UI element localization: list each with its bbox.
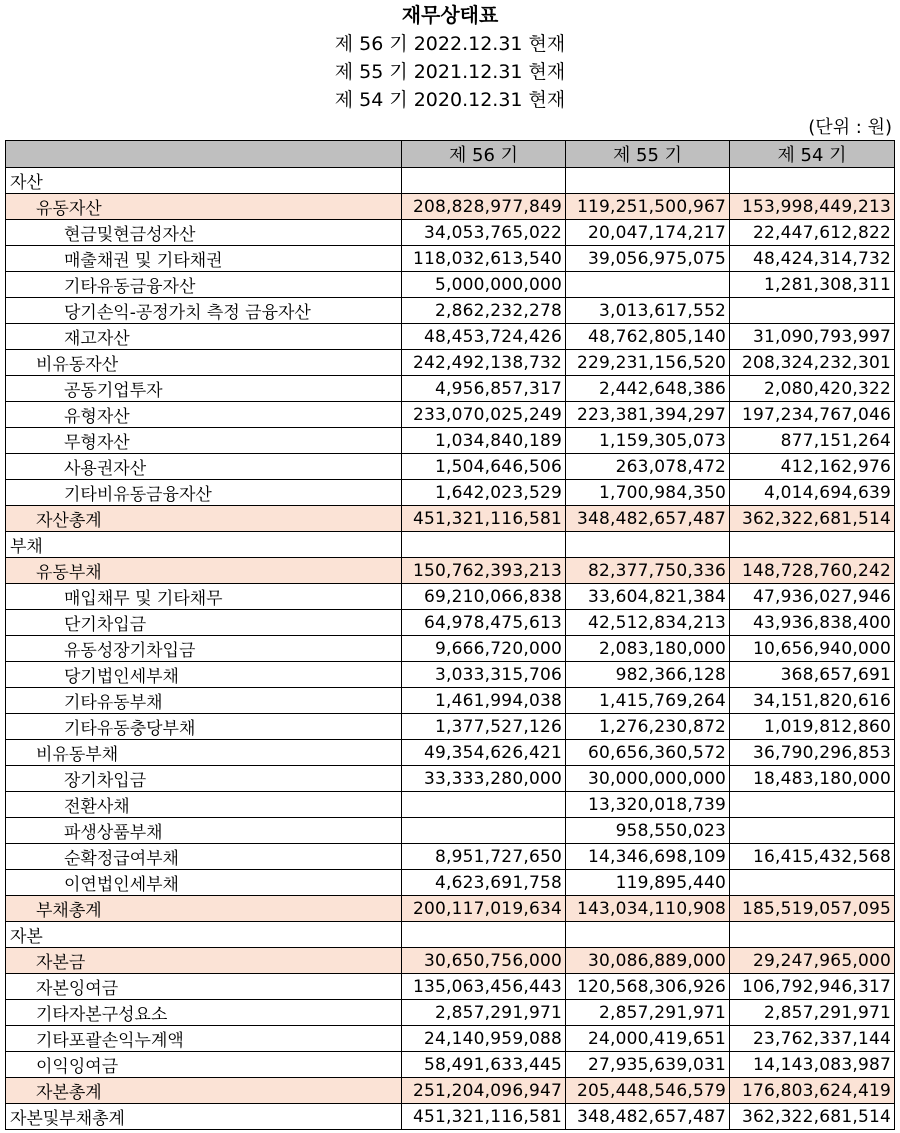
table-row [6,662,895,688]
table-row [6,610,895,636]
amount-period-54: 176,803,624,419 [730,1078,895,1104]
account-label: 기타자본구성요소 [6,1000,402,1026]
account-label: 자산 [6,168,402,194]
amount-period-55: 30,000,000,000 [566,766,730,792]
amount-period-56 [402,922,566,948]
amount-period-55: 1,159,305,073 [566,428,730,454]
table-row [6,1052,895,1078]
table-row [6,766,895,792]
amount-period-55 [566,922,730,948]
amount-period-54: 106,792,946,317 [730,974,895,1000]
table-row [6,246,895,272]
amount-period-54: 4,014,694,639 [730,480,895,506]
account-label: 자본잉여금 [6,974,402,1000]
table-row [6,896,895,922]
table-row [6,506,895,532]
amount-period-54 [730,168,895,194]
table-row [6,350,895,376]
table-row [6,558,895,584]
table-row [6,688,895,714]
amount-period-56: 233,070,025,249 [402,402,566,428]
account-label: 기타유동충당부채 [6,714,402,740]
amount-period-56: 1,642,023,529 [402,480,566,506]
table-row [6,376,895,402]
account-label: 재고자산 [6,324,402,350]
amount-period-54: 23,762,337,144 [730,1026,895,1052]
amount-period-56 [402,168,566,194]
amount-period-56 [402,532,566,558]
table-row [6,454,895,480]
amount-period-55: 143,034,110,908 [566,896,730,922]
report-header [0,0,900,114]
amount-period-56: 2,862,232,278 [402,298,566,324]
account-label: 현금및현금성자산 [6,220,402,246]
amount-period-54: 208,324,232,301 [730,350,895,376]
amount-period-56: 135,063,456,443 [402,974,566,1000]
amount-period-55: 3,013,617,552 [566,298,730,324]
amount-period-54: 412,162,976 [730,454,895,480]
table-row [6,402,895,428]
amount-period-54: 36,790,296,853 [730,740,895,766]
amount-period-54: 16,415,432,568 [730,844,895,870]
amount-period-55: 2,442,648,386 [566,376,730,402]
table-row [6,220,895,246]
amount-period-54: 185,519,057,095 [730,896,895,922]
amount-period-55: 348,482,657,487 [566,1104,730,1130]
report-title: 재무상태표 [401,3,499,27]
amount-period-55: 982,366,128 [566,662,730,688]
amount-period-55: 33,604,821,384 [566,584,730,610]
amount-period-56: 58,491,633,445 [402,1052,566,1078]
table-row [6,740,895,766]
table-row [6,584,895,610]
table-row [6,636,895,662]
table-row [6,818,895,844]
account-label: 자본금 [6,948,402,974]
amount-period-54: 14,143,083,987 [730,1052,895,1078]
account-label: 매입채무 및 기타채무 [6,584,402,610]
account-label: 유동부채 [6,558,402,584]
amount-period-55: 229,231,156,520 [566,350,730,376]
table-row [6,870,895,896]
amount-period-55: 205,448,546,579 [566,1078,730,1104]
account-label: 이연법인세부채 [6,870,402,896]
account-label: 파생상품부채 [6,818,402,844]
amount-period-56: 242,492,138,732 [402,350,566,376]
amount-period-55: 39,056,975,075 [566,246,730,272]
amount-period-54 [730,818,895,844]
amount-period-56: 200,117,019,634 [402,896,566,922]
amount-period-54 [730,298,895,324]
amount-period-55 [566,532,730,558]
table-row [6,974,895,1000]
amount-period-56: 451,321,116,581 [402,1104,566,1130]
amount-period-55: 14,346,698,109 [566,844,730,870]
unit-label: (단위 : 원) [808,117,892,138]
amount-period-56: 9,666,720,000 [402,636,566,662]
account-label: 비유동자산 [6,350,402,376]
account-label: 장기차입금 [6,766,402,792]
amount-period-54: 362,322,681,514 [730,506,895,532]
amount-period-55: 958,550,023 [566,818,730,844]
amount-period-54: 22,447,612,822 [730,220,895,246]
amount-period-54: 2,857,291,971 [730,1000,895,1026]
amount-period-54 [730,870,895,896]
account-label: 자본및부채총계 [6,1104,402,1130]
account-label: 부채총계 [6,896,402,922]
amount-period-56: 34,053,765,022 [402,220,566,246]
amount-period-55: 82,377,750,336 [566,558,730,584]
amount-period-56 [402,792,566,818]
amount-period-54: 31,090,793,997 [730,324,895,350]
amount-period-54: 34,151,820,616 [730,688,895,714]
amount-period-55: 30,086,889,000 [566,948,730,974]
amount-period-54 [730,922,895,948]
account-label: 사용권자산 [6,454,402,480]
amount-period-56: 4,623,691,758 [402,870,566,896]
table-row [6,948,895,974]
amount-period-56: 3,033,315,706 [402,662,566,688]
amount-period-55: 48,762,805,140 [566,324,730,350]
amount-period-56: 49,354,626,421 [402,740,566,766]
amount-period-55: 1,700,984,350 [566,480,730,506]
amount-period-56: 1,377,527,126 [402,714,566,740]
amount-period-56: 33,333,280,000 [402,766,566,792]
account-label: 자본 [6,922,402,948]
table-row [6,272,895,298]
header-period-54: 제 54 기 [730,141,895,168]
amount-period-56: 30,650,756,000 [402,948,566,974]
account-label: 기타유동금융자산 [6,272,402,298]
account-label: 기타유동부채 [6,688,402,714]
account-label: 자본총계 [6,1078,402,1104]
account-label: 유동성장기차입금 [6,636,402,662]
table-row [6,1026,895,1052]
amount-period-55 [566,168,730,194]
amount-period-55: 120,568,306,926 [566,974,730,1000]
amount-period-56: 2,857,291,971 [402,1000,566,1026]
amount-period-56: 118,032,613,540 [402,246,566,272]
table-row [6,428,895,454]
account-label: 단기차입금 [6,610,402,636]
amount-period-54: 10,656,940,000 [730,636,895,662]
amount-period-55 [566,272,730,298]
amount-period-56: 64,978,475,613 [402,610,566,636]
amount-period-56: 1,034,840,189 [402,428,566,454]
table-row [6,844,895,870]
amount-period-54: 368,657,691 [730,662,895,688]
amount-period-54: 48,424,314,732 [730,246,895,272]
table-row [6,1000,895,1026]
amount-period-55: 20,047,174,217 [566,220,730,246]
amount-period-54: 877,151,264 [730,428,895,454]
account-label: 공동기업투자 [6,376,402,402]
amount-period-55: 42,512,834,213 [566,610,730,636]
amount-period-55: 223,381,394,297 [566,402,730,428]
amount-period-55: 1,415,769,264 [566,688,730,714]
amount-period-54: 2,080,420,322 [730,376,895,402]
amount-period-55: 13,320,018,739 [566,792,730,818]
table-row [6,714,895,740]
account-label: 유형자산 [6,402,402,428]
account-label: 기타포괄손익누계액 [6,1026,402,1052]
amount-period-56 [402,818,566,844]
amount-period-54: 197,234,767,046 [730,402,895,428]
amount-period-55: 119,895,440 [566,870,730,896]
table-row [6,922,895,948]
amount-period-55: 27,935,639,031 [566,1052,730,1078]
amount-period-56: 69,210,066,838 [402,584,566,610]
table-row [6,168,895,194]
account-label: 자산총계 [6,506,402,532]
amount-period-54: 148,728,760,242 [730,558,895,584]
amount-period-55: 24,000,419,651 [566,1026,730,1052]
amount-period-55: 119,251,500,967 [566,194,730,220]
amount-period-55: 60,656,360,572 [566,740,730,766]
table-row [6,298,895,324]
account-label: 당기손익-공정가치 측정 금융자산 [6,298,402,324]
amount-period-56: 1,504,646,506 [402,454,566,480]
amount-period-56: 1,461,994,038 [402,688,566,714]
amount-period-54 [730,532,895,558]
amount-period-54 [730,792,895,818]
amount-period-54: 18,483,180,000 [730,766,895,792]
amount-period-54: 153,998,449,213 [730,194,895,220]
table-row [6,324,895,350]
account-label: 무형자산 [6,428,402,454]
account-label: 당기법인세부채 [6,662,402,688]
amount-period-55: 263,078,472 [566,454,730,480]
account-label: 기타비유동금융자산 [6,480,402,506]
amount-period-55: 2,857,291,971 [566,1000,730,1026]
balance-sheet-table [5,140,895,1130]
account-label: 비유동부채 [6,740,402,766]
period-line-54: 제 54 기 2020.12.31 현재 [334,89,566,111]
amount-period-56: 251,204,096,947 [402,1078,566,1104]
amount-period-56: 5,000,000,000 [402,272,566,298]
account-label: 유동자산 [6,194,402,220]
account-label: 이익잉여금 [6,1052,402,1078]
account-label: 부채 [6,532,402,558]
account-label: 매출채권 및 기타채권 [6,246,402,272]
table-row [6,194,895,220]
table-row [6,792,895,818]
amount-period-56: 48,453,724,426 [402,324,566,350]
amount-period-54: 47,936,027,946 [730,584,895,610]
period-line-55: 제 55 기 2021.12.31 현재 [334,61,566,83]
amount-period-56: 208,828,977,849 [402,194,566,220]
table-header-row [6,141,895,168]
table-row [6,532,895,558]
table-row [6,1078,895,1104]
amount-period-56: 24,140,959,088 [402,1026,566,1052]
table-row [6,480,895,506]
amount-period-56: 8,951,727,650 [402,844,566,870]
amount-period-54: 1,281,308,311 [730,272,895,298]
header-period-56: 제 56 기 [402,141,566,168]
amount-period-54: 362,322,681,514 [730,1104,895,1130]
amount-period-55: 348,482,657,487 [566,506,730,532]
amount-period-54: 43,936,838,400 [730,610,895,636]
amount-period-55: 1,276,230,872 [566,714,730,740]
period-line-56: 제 56 기 2022.12.31 현재 [334,33,566,55]
amount-period-54: 1,019,812,860 [730,714,895,740]
account-label: 순확정급여부채 [6,844,402,870]
amount-period-54: 29,247,965,000 [730,948,895,974]
amount-period-56: 451,321,116,581 [402,506,566,532]
amount-period-55: 2,083,180,000 [566,636,730,662]
account-label: 전환사채 [6,792,402,818]
amount-period-56: 150,762,393,213 [402,558,566,584]
table-row [6,1104,895,1130]
amount-period-56: 4,956,857,317 [402,376,566,402]
header-account [6,141,402,168]
table-body [6,168,895,1130]
header-period-55: 제 55 기 [566,141,730,168]
